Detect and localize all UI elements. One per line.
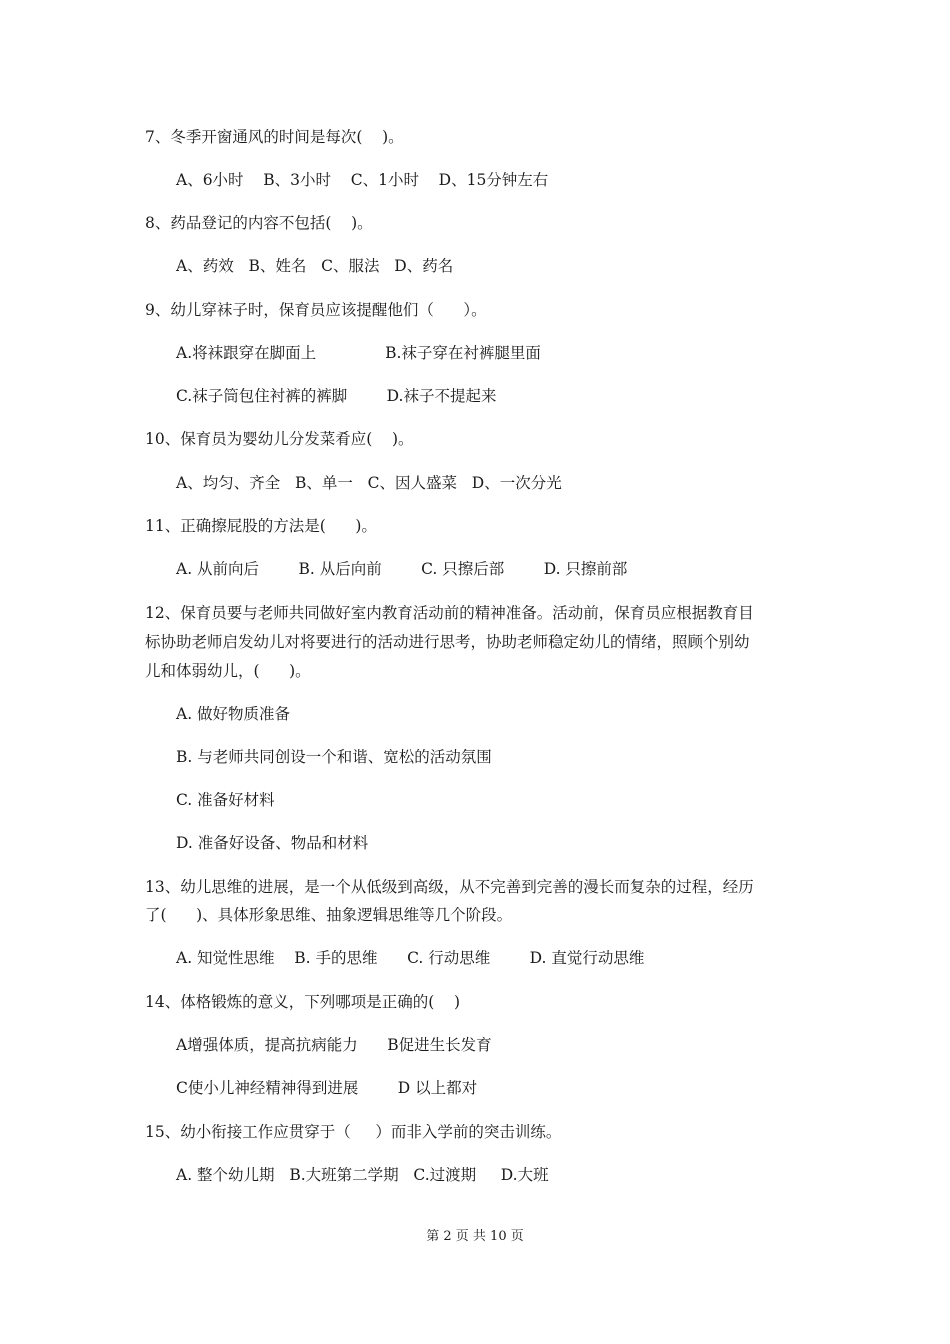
question-13-stem-line-2: 了( )、具体形象思维、抽象逻辑思维等几个阶段。 bbox=[145, 906, 513, 924]
question-12-option-a: A. 做好物质准备 bbox=[176, 705, 291, 723]
page-number-footer: 第 2 页 共 10 页 bbox=[426, 1229, 524, 1244]
question-12-stem-line-1: 12、保育员要与老师共同做好室内教育活动前的精神准备。活动前，保育员应根据教育目 bbox=[145, 604, 754, 622]
question-13-stem-line-1: 13、幼儿思维的进展，是一个从低级到高级，从不完善到完善的漫长而复杂的过程，经历 bbox=[145, 878, 754, 896]
question-8-stem: 8、药品登记的内容不包括( )。 bbox=[145, 214, 373, 232]
question-12-option-b: B. 与老师共同创设一个和谐、宽松的活动氛围 bbox=[176, 748, 492, 766]
question-12-stem-line-2: 标协助老师启发幼儿对将要进行的活动进行思考，协助老师稳定幼儿的情绪，照顾个别幼 bbox=[145, 633, 750, 651]
question-11-options: A. 从前向后 B. 从后向前 C. 只擦后部 D. 只擦前部 bbox=[176, 560, 628, 578]
question-10-stem: 10、保育员为婴幼儿分发菜肴应( )。 bbox=[145, 430, 414, 448]
question-9-stem: 9、幼儿穿袜子时，保育员应该提醒他们（ ）。 bbox=[145, 301, 487, 319]
question-14-stem: 14、体格锻炼的意义，下列哪项是正确的( ) bbox=[145, 993, 461, 1011]
question-7-options: A、6小时 B、3小时 C、1小时 D、15分钟左右 bbox=[176, 171, 549, 189]
question-14-options-line-2: C使小儿神经精神得到进展 D 以上都对 bbox=[176, 1079, 478, 1097]
question-14-options-line-1: A增强体质，提高抗病能力 B促进生长发育 bbox=[176, 1036, 492, 1054]
question-13-options: A. 知觉性思维 B. 手的思维 C. 行动思维 D. 直觉行动思维 bbox=[176, 949, 645, 967]
question-7-stem: 7、冬季开窗通风的时间是每次( )。 bbox=[145, 128, 404, 146]
question-10-options: A、均匀、齐全 B、单一 C、因人盛菜 D、一次分光 bbox=[176, 474, 562, 492]
question-12-option-d: D. 准备好设备、物品和材料 bbox=[176, 834, 369, 852]
question-9-options-line-1: A.将袜跟穿在脚面上 B.袜子穿在衬裤腿里面 bbox=[176, 344, 541, 362]
question-12-stem-line-3: 儿和体弱幼儿，( )。 bbox=[145, 662, 311, 680]
question-11-stem: 11、正确擦屁股的方法是( )。 bbox=[145, 517, 377, 535]
question-15-stem: 15、幼小衔接工作应贯穿于（ ）而非入学前的突击训练。 bbox=[145, 1123, 562, 1141]
question-15-options: A. 整个幼儿期 B.大班第二学期 C.过渡期 D.大班 bbox=[176, 1166, 549, 1184]
question-9-options-line-2: C.袜子筒包住衬裤的裤脚 D.袜子不提起来 bbox=[176, 387, 497, 405]
question-12-option-c: C. 准备好材料 bbox=[176, 791, 275, 809]
question-8-options: A、药效 B、姓名 C、服法 D、药名 bbox=[176, 257, 454, 275]
